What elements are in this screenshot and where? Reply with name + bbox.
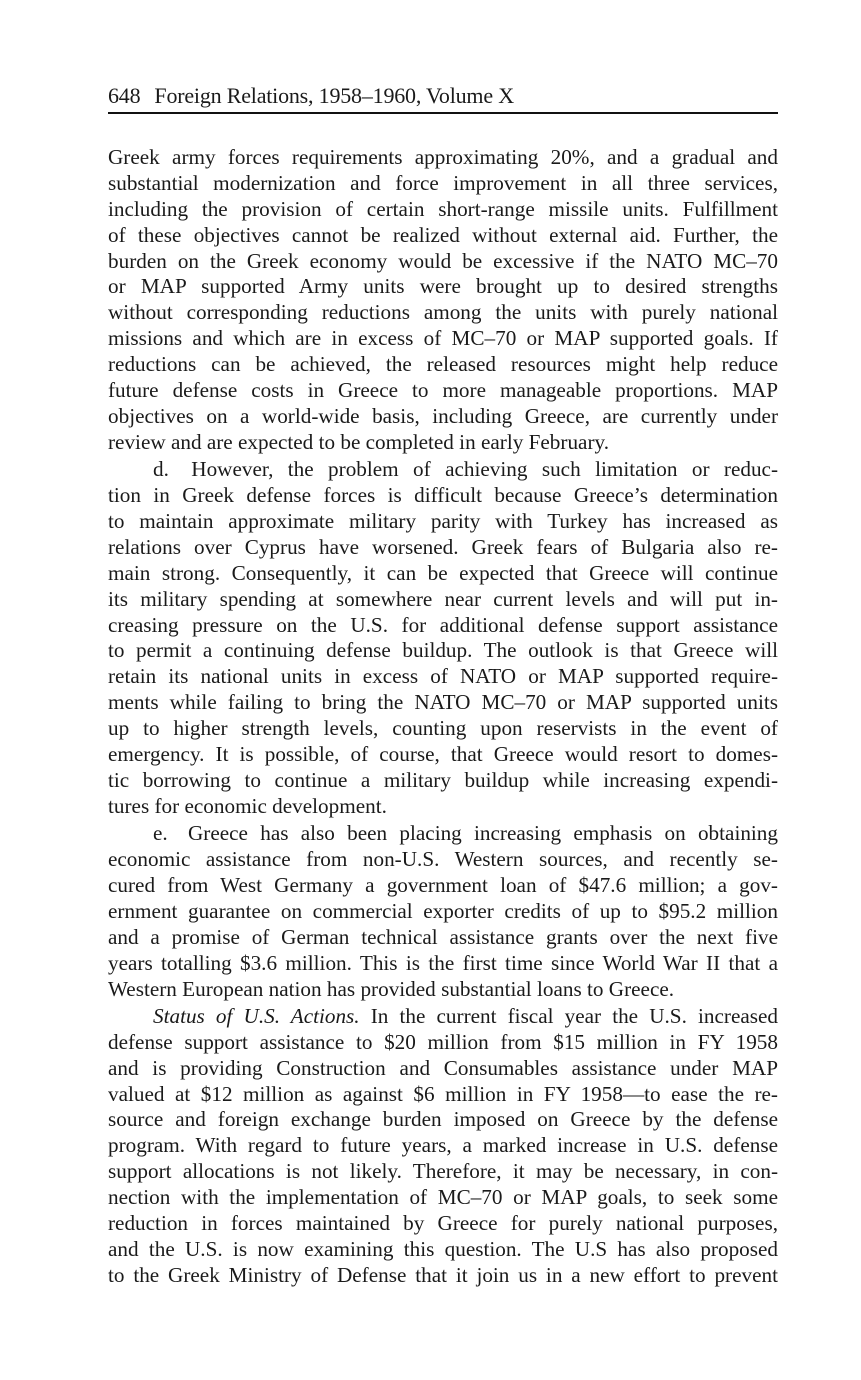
text-line: program. With regard to future years, a marked increase in U.S. defense xyxy=(108,1133,778,1158)
text-line-content: However, the problem of achieving such limitation or reduc- xyxy=(191,457,778,482)
paragraph-continuation xyxy=(108,145,778,456)
text-line-lead xyxy=(108,1004,778,1030)
text-line-lead xyxy=(108,457,778,483)
text-line: emergency. It is possible, of course, that Greece would resort to domes- xyxy=(108,741,778,766)
text-line: tic borrowing to continue a military buildup while increasing expendi- xyxy=(108,767,778,792)
text-line: future defense costs in Greece to more manageable proportions. MAP xyxy=(108,378,778,403)
text-line: to the Greek Ministry of Defense that it join us in a new effort to prevent xyxy=(108,1262,778,1287)
text-line: main strong. Consequently, it can be expected that Greece will continue xyxy=(108,560,778,585)
paragraph-status-of-us-actions xyxy=(108,1004,778,1289)
text-line: economic assistance from non-U.S. Western sources, and recently se- xyxy=(108,847,778,872)
text-line: nection with the implementation of MC–70 or MAP goals, to seek some xyxy=(108,1185,778,1210)
text-line: Greek army forces requirements approximating 20%, and a gradual and xyxy=(108,145,778,169)
text-line: ments while failing to bring the NATO MC–70 or MAP supported units xyxy=(108,690,778,715)
body-text xyxy=(108,145,778,1289)
text-line: including the provision of certain short-range missile units. Fulfillment xyxy=(108,196,778,221)
text-line: creasing pressure on the U.S. for additional defense support assistance xyxy=(108,612,778,637)
paragraph-e xyxy=(108,821,778,1002)
text-line: review and are expected to be completed in early February. xyxy=(108,429,610,454)
header-rule xyxy=(108,112,778,114)
text-line: up to higher strength levels, counting upon reservists in the event of xyxy=(108,716,778,741)
text-line: and the U.S. is now examining this question. The U.S has also proposed xyxy=(108,1236,778,1261)
paragraph-label: d. xyxy=(153,457,169,482)
text-line: substantial modernization and force improvement in all three services, xyxy=(108,170,778,195)
text-line-content: In the current fiscal year the U.S. increased xyxy=(370,1003,778,1028)
text-line: cured from West Germany a government loan of $47.6 million; a gov- xyxy=(108,872,778,897)
text-line: ernment guarantee on commercial exporter credits of up to $95.2 million xyxy=(108,898,778,923)
text-line: Western European nation has provided substantial loans to Greece. xyxy=(108,976,675,1001)
text-line: source and foreign exchange burden imposed on Greece by the defense xyxy=(108,1107,778,1132)
running-head xyxy=(108,82,778,110)
text-line: its military spending at somewhere near current levels and will put in- xyxy=(108,586,778,611)
text-line: without corresponding reductions among the units with purely national xyxy=(108,300,778,325)
document-page xyxy=(108,82,778,1289)
volume-title: Foreign Relations, 1958–1960, Volume X xyxy=(154,83,514,108)
text-line: of these objectives cannot be realized without external aid. Further, the xyxy=(108,222,778,247)
text-line: reduction in forces maintained by Greece for purely national purposes, xyxy=(108,1211,778,1236)
text-line: and a promise of German technical assistance grants over the next five xyxy=(108,924,778,949)
page-number: 648 xyxy=(108,83,141,108)
text-line: missions and which are in excess of MC–70 or MAP supported goals. If xyxy=(108,326,778,351)
text-line: valued at $12 million as against $6 million in FY 1958—to ease the re- xyxy=(108,1081,778,1106)
text-line: defense support assistance to $20 million from $15 million in FY 1958 xyxy=(108,1029,778,1054)
paragraph-label: e. xyxy=(153,821,168,846)
text-line: tures for economic development. xyxy=(108,793,387,818)
paragraph-d xyxy=(108,457,778,819)
text-line: and is providing Construction and Consumables assistance under MAP xyxy=(108,1055,778,1080)
text-line: to maintain approximate military parity with Turkey has increased as xyxy=(108,508,778,533)
text-line: relations over Cyprus have worsened. Greek fears of Bulgaria also re- xyxy=(108,534,778,559)
section-run-in-heading: Status of U.S. Actions. xyxy=(153,1003,360,1028)
text-line: retain its national units in excess of NATO or MAP supported require- xyxy=(108,664,778,689)
text-line: years totalling $3.6 million. This is the first time since World War II that a xyxy=(108,950,778,975)
text-line: reductions can be achieved, the released resources might help reduce xyxy=(108,352,778,377)
text-line: support allocations is not likely. Therefore, it may be necessary, in con- xyxy=(108,1159,778,1184)
text-line: or MAP supported Army units were brought up to desired strengths xyxy=(108,274,778,299)
text-line-lead xyxy=(108,821,778,847)
text-line: objectives on a world-wide basis, including Greece, are currently under xyxy=(108,403,778,428)
text-line: to permit a continuing defense buildup. The outlook is that Greece will xyxy=(108,638,778,663)
text-line-content: Greece has also been placing increasing emphasis on obtaining xyxy=(187,821,778,846)
text-line: burden on the Greek economy would be excessive if the NATO MC–70 xyxy=(108,248,778,273)
text-line: tion in Greek defense forces is difficult because Greece’s determination xyxy=(108,483,778,508)
